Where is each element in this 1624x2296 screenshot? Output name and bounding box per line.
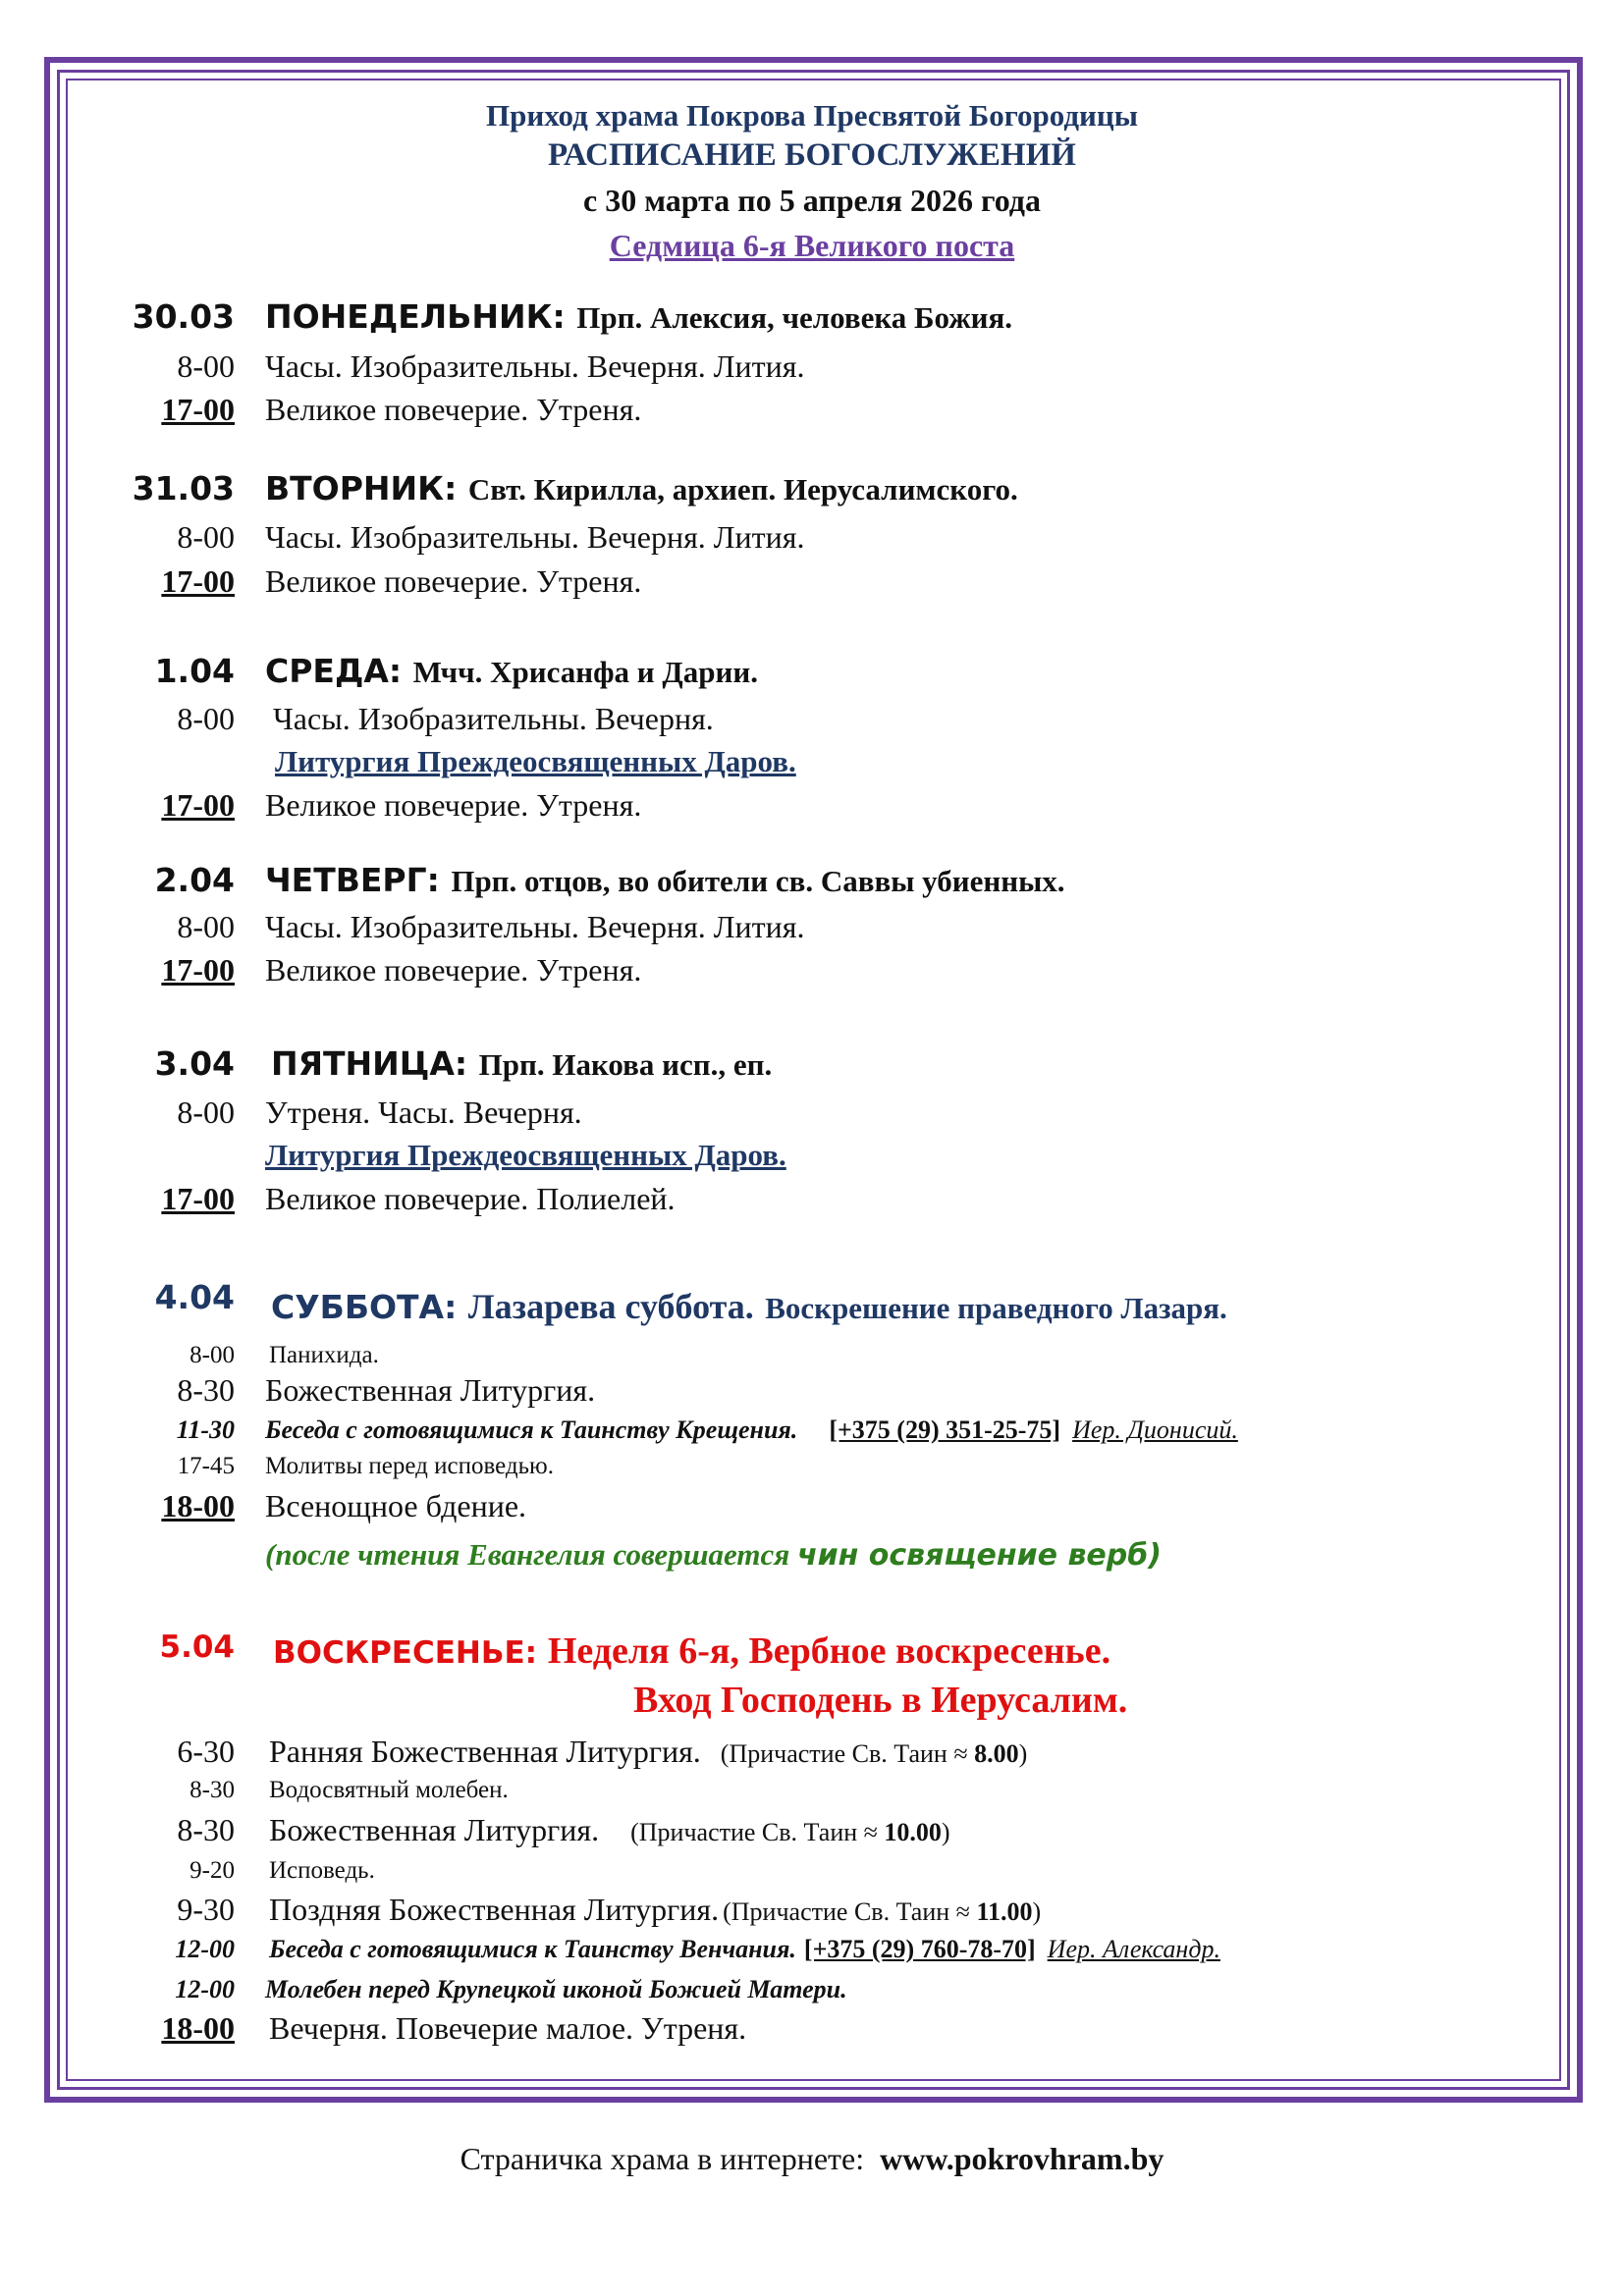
- service-row: [0, 1892, 1624, 1935]
- monday-heading: [0, 297, 1624, 341]
- service-time: 17-00: [161, 1181, 235, 1216]
- sunday-heading-2: [0, 1679, 1624, 1722]
- service-text: Водосвятный молебен.: [269, 1777, 509, 1803]
- service-time: 17-00: [161, 563, 235, 599]
- wednesday-saint: Мчч. Хрисанфа и Дарии.: [412, 655, 758, 689]
- service-time: 9-30: [177, 1892, 235, 1927]
- sunday-saint-2: Вход Господень в Иерусалим.: [633, 1680, 1128, 1721]
- service-row: [0, 1095, 1624, 1138]
- service-row: [0, 1812, 1624, 1855]
- service-time: 8-00: [177, 348, 235, 384]
- schedule-title: РАСПИСАНИЕ БОГОСЛУЖЕНИЙ: [548, 137, 1076, 173]
- priest-name: Иер. Дионисий.: [1072, 1415, 1238, 1444]
- footer-label: Страничка храма в интернете:: [460, 2141, 865, 2176]
- service-time: 17-00: [161, 392, 235, 427]
- monday-date: 30.03: [132, 297, 235, 336]
- service-time: 8-00: [177, 519, 235, 555]
- service-row: [0, 1734, 1624, 1777]
- service-time: 8-30: [189, 1777, 235, 1803]
- liturgy-presanctified: Литургия Преждеосвященных Даров.: [275, 744, 796, 778]
- website-link[interactable]: www.pokrovhram.by: [880, 2141, 1164, 2176]
- saturday-heading: [0, 1278, 1624, 1326]
- phone-number: [+375 (29) 351-25-75]: [829, 1415, 1061, 1444]
- verb-note: [0, 1537, 1624, 1580]
- monday-day: ПОНЕДЕЛЬНИК: Прп. Алексия, человека Божия.: [265, 297, 1013, 336]
- service-time: 8-30: [177, 1812, 235, 1847]
- service-time: 8-00: [177, 1095, 235, 1130]
- service-time: 12-00: [175, 1975, 235, 2003]
- priest-name: Иер. Александр.: [1047, 1935, 1220, 1963]
- service-time: 17-00: [161, 952, 235, 988]
- service-text: Молитвы перед исповедью.: [265, 1453, 554, 1479]
- wednesday-day: СРЕДА: Мчч. Хрисанфа и Дарии.: [265, 652, 758, 690]
- service-time: 12-00: [175, 1935, 235, 1963]
- service-text: Часы. Изобразительны. Вечерня. Лития.: [265, 909, 805, 944]
- service-text: Беседа с готовящимися к Таинству Крещения. [+375 (29) 351-25-75] Иер. Дионисий.: [265, 1415, 1238, 1444]
- service-row: [0, 1372, 1624, 1415]
- service-text: Поздняя Божественная Литургия. (Причастие Св. Таин ≈ 11.00): [269, 1892, 1042, 1927]
- friday-date: 3.04: [154, 1044, 235, 1083]
- service-row: [0, 701, 1624, 744]
- service-time: 8-00: [189, 1342, 235, 1368]
- service-time: 18-00: [161, 2010, 235, 2046]
- thursday-saint: Прп. отцов, во обители св. Саввы убиенных.: [451, 864, 1065, 898]
- service-time: 8-00: [177, 701, 235, 736]
- saturday-day: СУББОТА: Лазарева суббота. Воскрешение праведного Лазаря.: [271, 1287, 1227, 1326]
- service-row: [0, 348, 1624, 392]
- service-row: [0, 952, 1624, 995]
- service-row: [0, 1181, 1624, 1224]
- service-row: [0, 1773, 1624, 1816]
- liturgy-row: [0, 744, 1624, 787]
- friday-heading: [0, 1044, 1624, 1088]
- thursday-heading: [0, 861, 1624, 904]
- footer: [0, 2141, 1624, 2177]
- thursday-date: 2.04: [154, 861, 235, 899]
- saturday-feast: Лазарева суббота.: [467, 1287, 754, 1326]
- liturgy-row: [0, 1138, 1624, 1181]
- wednesday-heading: [0, 652, 1624, 695]
- service-text: Молебен перед Крупецкой иконой Божией Матери.: [265, 1975, 847, 2003]
- service-time: 17-00: [161, 787, 235, 823]
- sunday-day: ВОСКРЕСЕНЬЕ: Неделя 6-я, Вербное воскресенье.: [273, 1630, 1111, 1672]
- phone-number: [+375 (29) 760-78-70]: [803, 1935, 1036, 1963]
- service-text: Великое повечерие. Утреня.: [265, 563, 642, 599]
- service-text: Великое повечерие. Утреня.: [265, 787, 642, 823]
- monday-saint: Прп. Алексия, человека Божия.: [576, 300, 1013, 335]
- friday-day: ПЯТНИЦА: Прп. Иакова исп., еп.: [271, 1044, 773, 1083]
- sunday-date: 5.04: [159, 1629, 235, 1665]
- sunday-saint: Неделя 6-я, Вербное воскресенье.: [547, 1630, 1111, 1672]
- saturday-saint: Воскрешение праведного Лазаря.: [765, 1291, 1227, 1325]
- service-time: 8-30: [177, 1372, 235, 1408]
- verb-note-text: (после чтения Евангелия совершается чин освящение верб): [265, 1537, 1162, 1573]
- service-text: Часы. Изобразительны. Вечерня.: [273, 701, 714, 736]
- service-time: 11-30: [176, 1415, 235, 1444]
- service-row: [0, 1488, 1624, 1531]
- schedule-period: с 30 марта по 5 апреля 2026 года: [583, 183, 1041, 218]
- saturday-date: 4.04: [154, 1278, 235, 1316]
- service-text: Часы. Изобразительны. Вечерня. Лития.: [265, 519, 805, 555]
- service-row: [0, 392, 1624, 435]
- service-text: Панихида.: [269, 1342, 379, 1368]
- service-row: [0, 563, 1624, 607]
- service-row: [0, 909, 1624, 952]
- service-text: Великое повечерие. Утреня.: [265, 392, 642, 427]
- thursday-day: ЧЕТВЕРГ: Прп. отцов, во обители св. Саввы убиенных.: [265, 861, 1065, 899]
- service-text: Великое повечерие. Утреня.: [265, 952, 642, 988]
- service-text: Великое повечерие. Полиелей.: [265, 1181, 676, 1216]
- service-text: Вечерня. Повечерие малое. Утреня.: [269, 2010, 747, 2046]
- service-text: Исповедь.: [269, 1857, 375, 1884]
- tuesday-date: 31.03: [132, 469, 235, 507]
- week-title: Седмица 6-я Великого поста: [609, 228, 1015, 263]
- tuesday-day: ВТОРНИК: Свт. Кирилла, архиеп. Иерусалимского.: [265, 469, 1018, 507]
- service-time: 6-30: [177, 1734, 235, 1769]
- tuesday-saint: Свт. Кирилла, архиеп. Иерусалимского.: [467, 472, 1018, 507]
- sunday-heading: [0, 1629, 1624, 1673]
- service-row: [0, 1853, 1624, 1896]
- service-time: 17-45: [177, 1453, 235, 1479]
- service-row: [0, 787, 1624, 830]
- service-row: [0, 1935, 1624, 1978]
- service-text: Всенощное бдение.: [265, 1488, 527, 1523]
- service-row: [0, 2010, 1624, 2054]
- wednesday-date: 1.04: [154, 652, 235, 690]
- service-time: 18-00: [161, 1488, 235, 1523]
- tuesday-heading: [0, 469, 1624, 512]
- service-text: Божественная Литургия.: [265, 1372, 596, 1408]
- service-text: Беседа с готовящимися к Таинству Венчания. [+375 (29) 760-78-70] Иер. Александр.: [269, 1935, 1220, 1963]
- liturgy-presanctified: Литургия Преждеосвященных Даров.: [265, 1138, 786, 1172]
- service-text: Утреня. Часы. Вечерня.: [265, 1095, 582, 1130]
- parish-name: Приход храма Покрова Пресвятой Богородицы: [486, 98, 1138, 133]
- service-text: Часы. Изобразительны. Вечерня. Лития.: [265, 348, 805, 384]
- service-text: Божественная Литургия. (Причастие Св. Таин ≈ 10.00): [269, 1812, 950, 1847]
- service-row: [0, 519, 1624, 562]
- friday-saint: Прп. Иакова исп., еп.: [478, 1047, 773, 1082]
- service-time: 9-20: [189, 1857, 235, 1884]
- service-text: Ранняя Божественная Литургия. (Причастие Св. Таин ≈ 8.00): [269, 1734, 1028, 1769]
- service-time: 8-00: [177, 909, 235, 944]
